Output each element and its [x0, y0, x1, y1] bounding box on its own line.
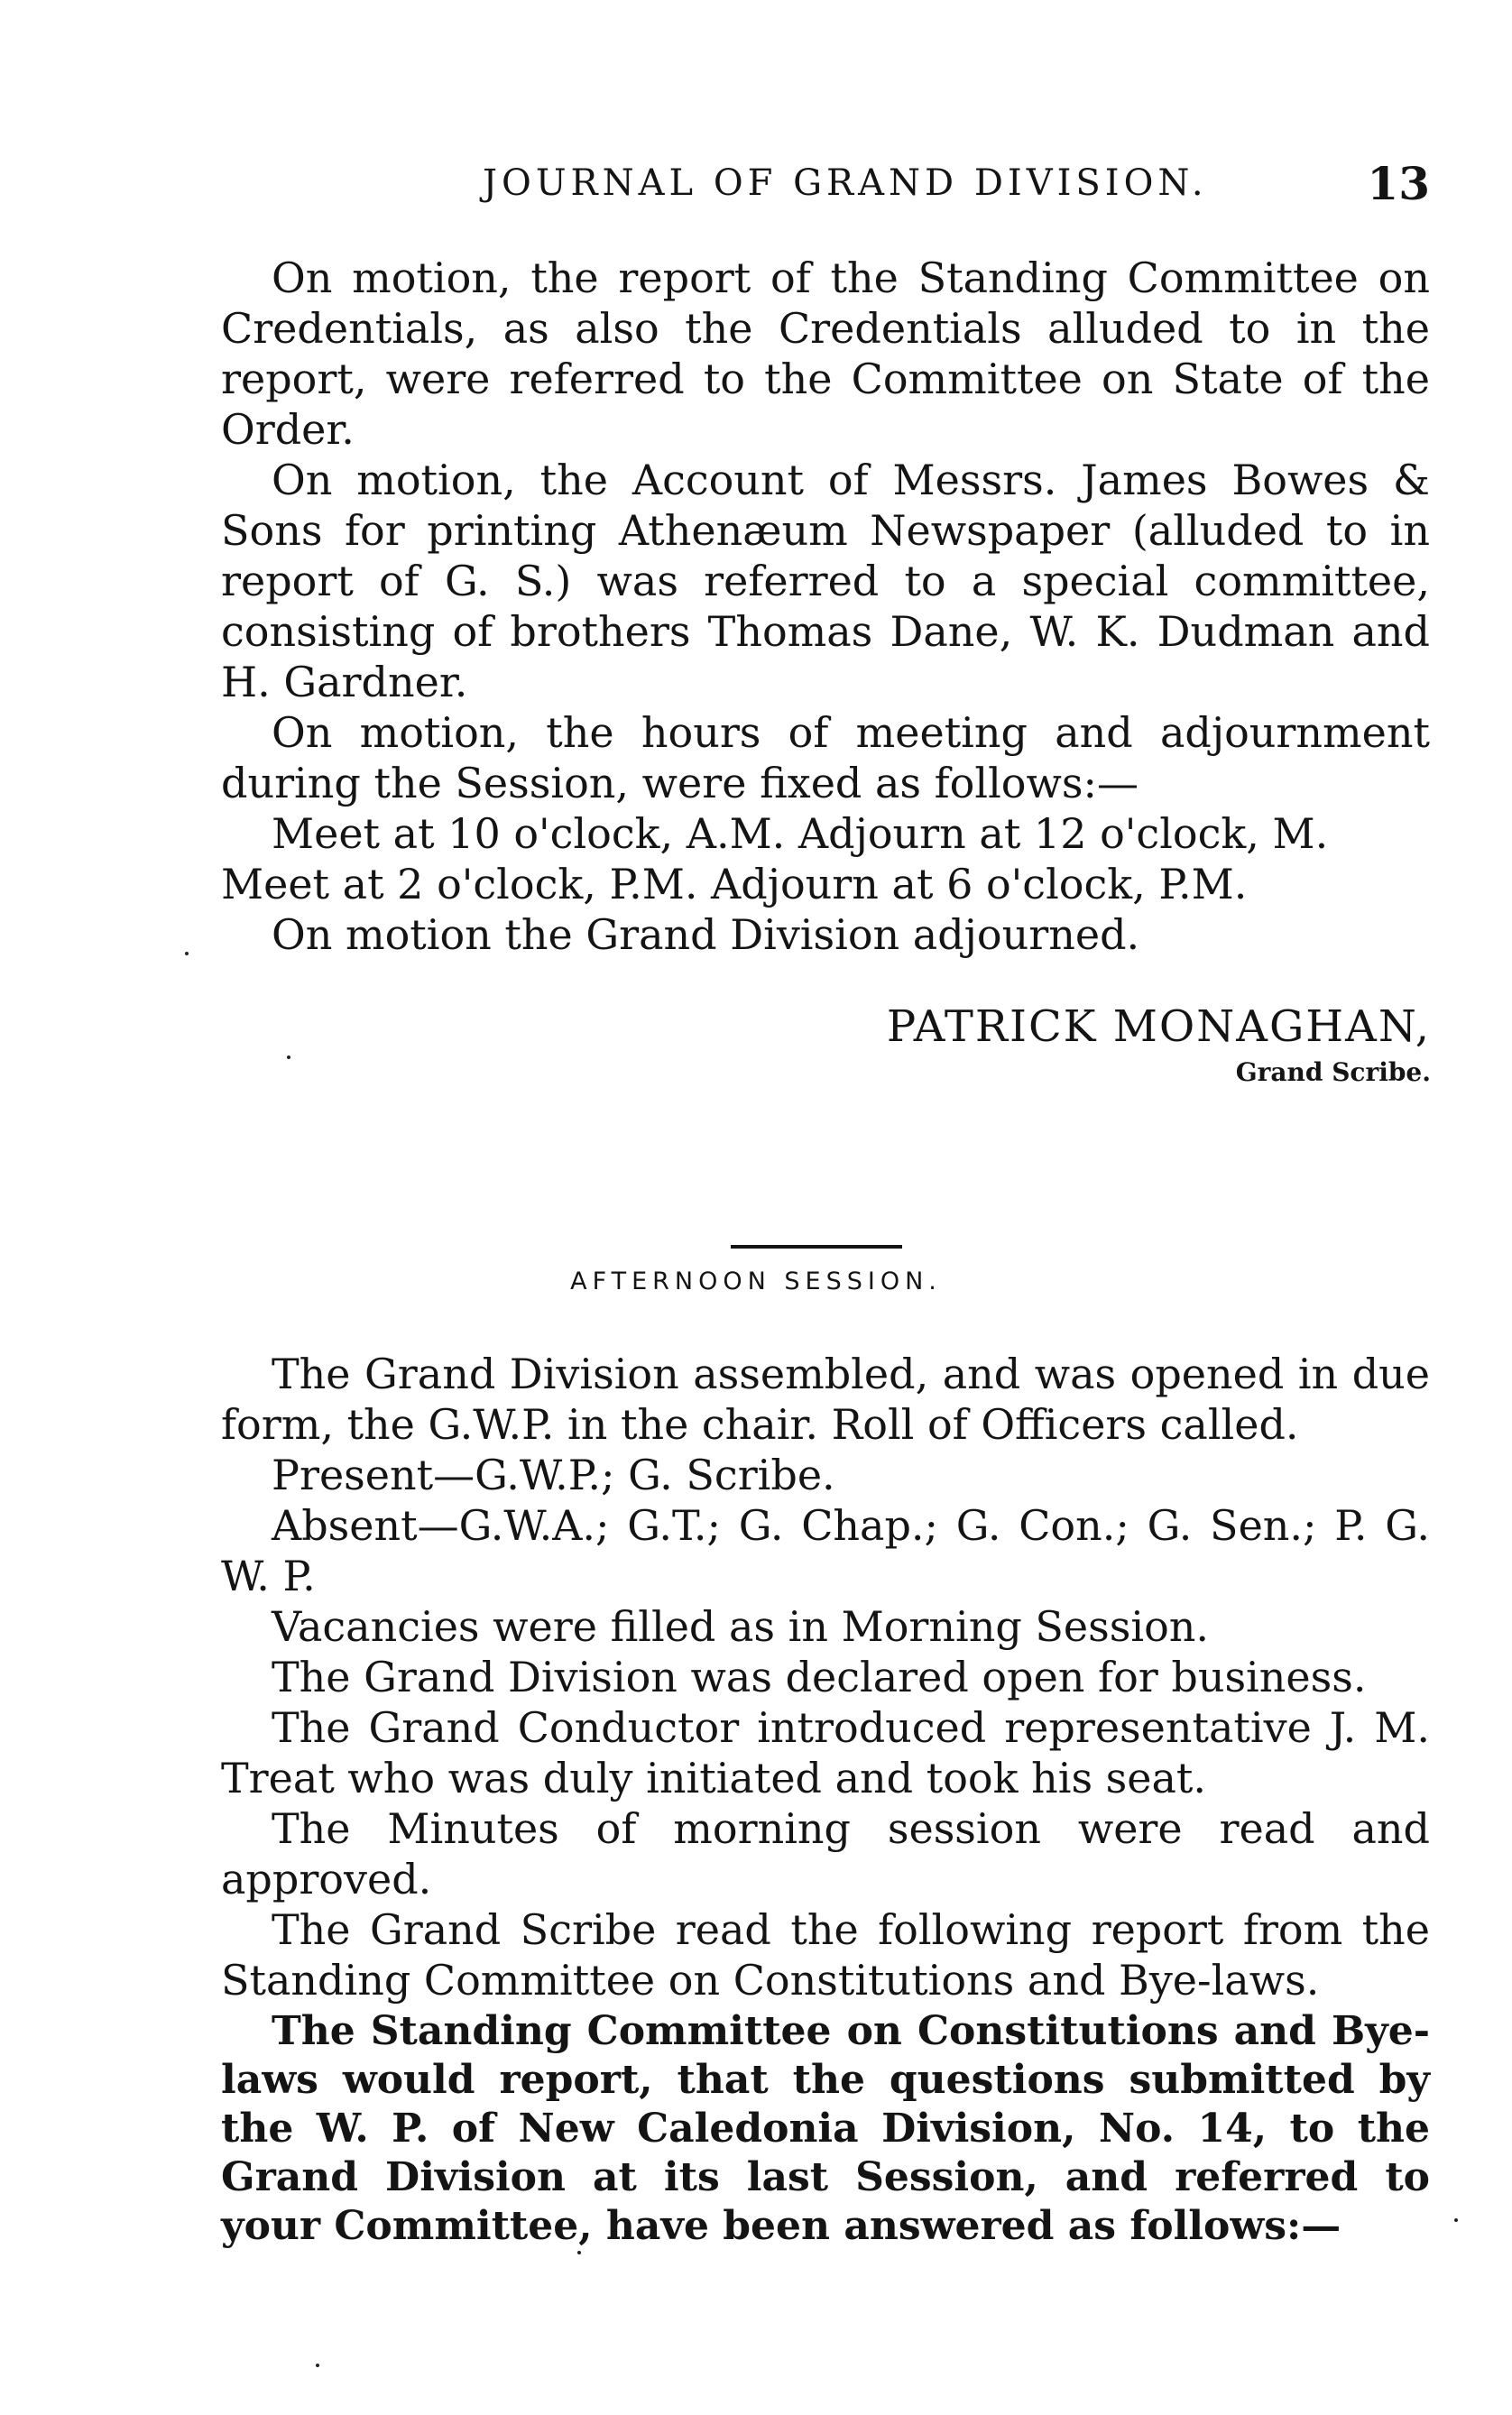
- print-speck: [316, 2364, 319, 2367]
- print-speck: [1454, 2218, 1458, 2222]
- paragraph-assembled: The Grand Division assembled, and was opened in due form, the G.W.P. in the chair. Roll of Officers called.: [221, 1350, 1430, 1449]
- committee-report-text: [221, 2007, 1430, 2251]
- paragraph-absent: Absent—G.W.A.; G.T.; G. Chap.; G. Con.; G. Sen.; P. G. W. P.: [221, 1501, 1430, 1600]
- signatory-title: Grand Scribe.: [1235, 1057, 1431, 1087]
- signature-block: [887, 1001, 1431, 1087]
- afternoon-session-text: [221, 1349, 1430, 2005]
- paragraph-committee-report: The Standing Committee on Constitutions and Bye-laws would report, that the questions submitted by the W. P. of New Caledonia Division, No. 14, to the Grand Division at its last Session, and referred to your Committee, have been answered as follows:—: [221, 2008, 1430, 2249]
- paragraph-vacancies: Vacancies were filled as in Morning Session.: [272, 1602, 1210, 1651]
- print-speck: [185, 952, 189, 955]
- paragraph-adjourned: On motion the Grand Division adjourned.: [272, 910, 1140, 959]
- section-divider: [731, 1245, 902, 1249]
- paragraph-credentials: On motion, the report of the Standing Committee on Credentials, as also the Credentials alluded to in the report, were referred to the Committee on State of the Order.: [221, 253, 1430, 454]
- morning-session-text: [221, 253, 1430, 960]
- page-number: 13: [1367, 157, 1430, 210]
- paragraph-hours: On motion, the hours of meeting and adjournment during the Session, were fixed as follows:—: [221, 708, 1430, 807]
- paragraph-account: On motion, the Account of Messrs. James Bowes & Sons for printing Athenæum Newspaper (alluded to in report of G. S.) was referred to a special committee, consisting of brothers Thomas Dane, W. K. Dudman and H. Gardner.: [221, 456, 1430, 706]
- paragraph-present: Present—G.W.P.; G. Scribe.: [272, 1451, 835, 1499]
- running-title: JOURNAL OF GRAND DIVISION.: [483, 162, 1208, 204]
- signatory-name: PATRICK MONAGHAN,: [886, 1001, 1431, 1052]
- paragraph-open-business: The Grand Division was declared open for business.: [272, 1653, 1367, 1701]
- page-header: [221, 157, 1430, 217]
- meeting-schedule: [221, 808, 1430, 909]
- print-speck: [287, 1055, 290, 1059]
- schedule-line-morning: Meet at 10 o'clock, A.M. Adjourn at 12 o'clock, M.: [272, 809, 1329, 858]
- print-speck: [577, 2251, 581, 2254]
- paragraph-minutes: The Minutes of morning session were read and approved.: [221, 1804, 1430, 1903]
- section-heading: AFTERNOON SESSION.: [570, 1267, 942, 1295]
- schedule-line-afternoon: Meet at 2 o'clock, P.M. Adjourn at 6 o'clock, P.M.: [221, 860, 1248, 908]
- paragraph-representative: The Grand Conductor introduced representative J. M. Treat who was duly initiated and took his seat.: [221, 1703, 1430, 1802]
- paragraph-report-intro: The Grand Scribe read the following report from the Standing Committee on Constitutions and Bye-laws.: [221, 1905, 1430, 2005]
